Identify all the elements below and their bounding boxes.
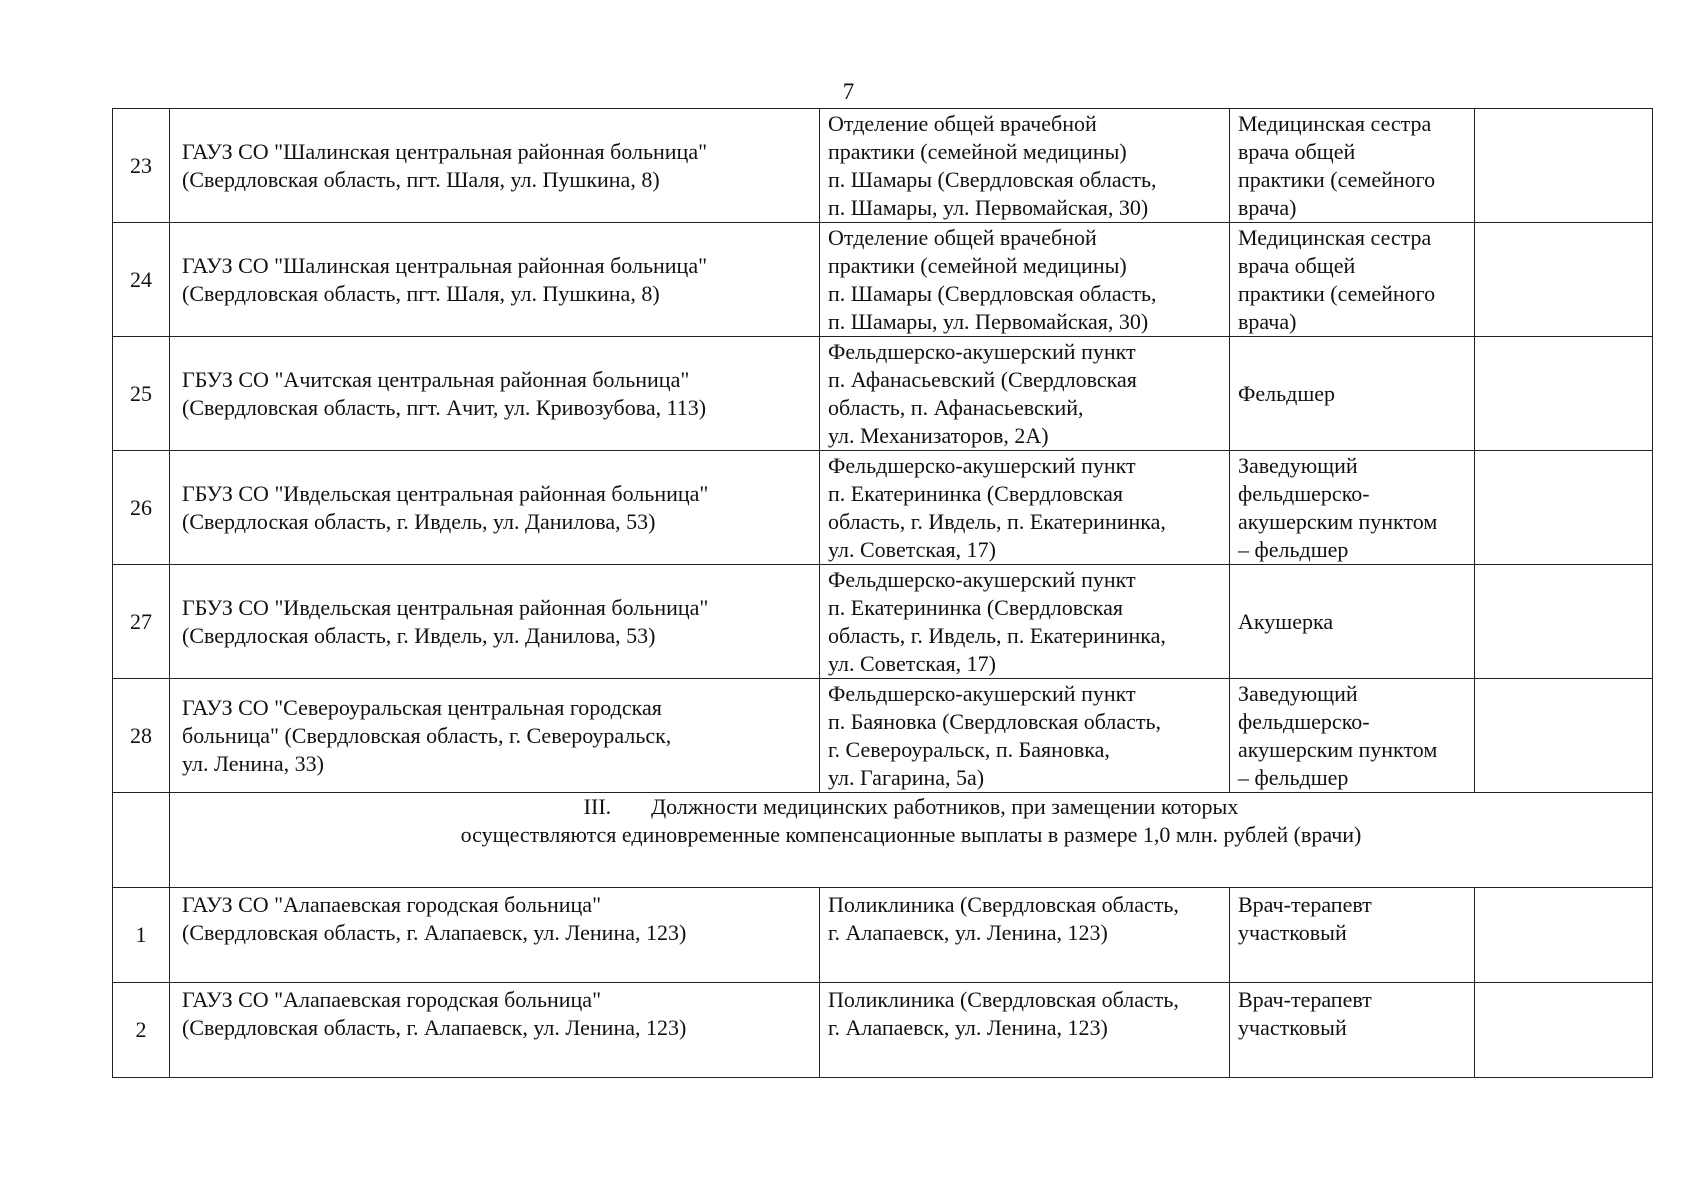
cell-text-line: п. Афанасьевский (Свердловская (828, 366, 1137, 392)
section-title-text: Должности медицинских работников, при замещении которых (651, 794, 1239, 819)
cell-text-line: участковый (1238, 920, 1347, 945)
table-body (113, 109, 1653, 1078)
organization-cell (170, 888, 820, 983)
cell-text-line: (Свердловская область, г. Алапаевск, ул. Ленина, 123) (182, 1015, 687, 1040)
position-cell (1230, 888, 1475, 983)
cell-text-line: ГБУЗ СО "Ивдельская центральная районная больница" (182, 480, 709, 506)
cell-text-line: п. Шамары, ул. Первомайская, 30) (828, 308, 1149, 334)
cell-text-line: акушерским пунктом (1238, 508, 1438, 534)
cell-text-line: практики (семейной медицины) (828, 138, 1127, 164)
empty-cell (1475, 451, 1653, 565)
empty-cell (1475, 565, 1653, 679)
cell-text-line: Акушерка (1238, 608, 1334, 634)
position-cell (1230, 983, 1475, 1078)
cell-text-line: ГАУЗ СО "Шалинская центральная районная больница" (182, 138, 708, 164)
cell-text-line: практики (семейного (1238, 280, 1436, 306)
cell-text-line: Отделение общей врачебной (828, 224, 1097, 250)
positions-table (112, 108, 1653, 1078)
organization-cell (170, 679, 820, 793)
cell-text-line: врача общей (1238, 252, 1356, 278)
row-number: 25 (113, 337, 170, 451)
cell-text-line: Фельдшер (1238, 380, 1336, 406)
cell-text-line: врача общей (1238, 138, 1356, 164)
cell-text-line: п. Шамары (Свердловская область, (828, 280, 1157, 306)
cell-text-line: – фельдшер (1238, 764, 1349, 790)
organization-cell (170, 109, 820, 223)
position-cell (1230, 109, 1475, 223)
position-cell (1230, 565, 1475, 679)
cell-text-line: область, г. Ивдель, п. Екатерининка, (828, 622, 1166, 648)
cell-text-line: (Свердлоская область, г. Ивдель, ул. Данилова, 53) (182, 622, 656, 648)
organization-cell (170, 451, 820, 565)
empty-cell (1475, 337, 1653, 451)
cell-text-line: область, п. Афанасьевский, (828, 394, 1084, 420)
cell-text-line: Фельдшерско-акушерский пункт (828, 680, 1136, 706)
table-row (113, 679, 1653, 793)
cell-text-line: участковый (1238, 1015, 1347, 1040)
organization-cell (170, 337, 820, 451)
cell-text-line: область, г. Ивдель, п. Екатерининка, (828, 508, 1166, 534)
position-cell (1230, 223, 1475, 337)
position-cell (1230, 337, 1475, 451)
row-number: 2 (113, 983, 170, 1078)
unit-address-cell (820, 888, 1230, 983)
page-number: 7 (842, 79, 855, 104)
empty-cell (1475, 983, 1653, 1078)
row-number: 24 (113, 223, 170, 337)
cell-text-line: п. Баяновка (Свердловская область, (828, 708, 1162, 734)
cell-text-line: ул. Механизаторов, 2А) (828, 422, 1049, 448)
cell-text-line: практики (семейного (1238, 166, 1436, 192)
row-number: 28 (113, 679, 170, 793)
cell-text-line: акушерским пунктом (1238, 736, 1438, 762)
cell-text-line: ГАУЗ СО "Алапаевская городская больница" (182, 987, 602, 1012)
cell-text-line: больница" (Свердловская область, г. Североуральск, (182, 722, 672, 748)
cell-text-line: Медицинская сестра (1238, 110, 1432, 136)
row-number: 1 (113, 888, 170, 983)
unit-address-cell (820, 679, 1230, 793)
row-number: 26 (113, 451, 170, 565)
row-number: 23 (113, 109, 170, 223)
cell-text-line: п. Шамары, ул. Первомайская, 30) (828, 194, 1149, 220)
cell-text-line: ул. Советская, 17) (828, 536, 996, 562)
organization-cell (170, 223, 820, 337)
cell-text-line: врача) (1238, 194, 1297, 220)
cell-text-line: ГБУЗ СО "Ачитская центральная районная больница" (182, 366, 690, 392)
section-title (170, 793, 1653, 888)
cell-text-line: – фельдшер (1238, 536, 1349, 562)
table-row (113, 109, 1653, 223)
cell-text-line: (Свердловская область, г. Алапаевск, ул. Ленина, 123) (182, 920, 687, 945)
table-row (113, 888, 1653, 983)
cell-text-line: Заведующий (1238, 680, 1358, 706)
cell-text-line: (Свердловская область, пгт. Шаля, ул. Пушкина, 8) (182, 280, 660, 306)
section-title-line (180, 793, 1642, 821)
cell-text-line: п. Екатерининка (Свердловская (828, 594, 1124, 620)
empty-cell (113, 793, 170, 888)
cell-text-line: Врач-терапевт (1238, 892, 1372, 917)
cell-text-line: практики (семейной медицины) (828, 252, 1127, 278)
section-roman-numeral: III. (583, 794, 612, 819)
cell-text-line: (Свердлоская область, г. Ивдель, ул. Данилова, 53) (182, 508, 656, 534)
table-row (113, 451, 1653, 565)
unit-address-cell (820, 223, 1230, 337)
cell-text-line: п. Екатерининка (Свердловская (828, 480, 1124, 506)
cell-text-line: г. Алапаевск, ул. Ленина, 123) (828, 920, 1108, 945)
position-cell (1230, 451, 1475, 565)
table-row (113, 983, 1653, 1078)
cell-text-line: (Свердловская область, пгт. Ачит, ул. Кривозубова, 113) (182, 394, 707, 420)
empty-cell (1475, 109, 1653, 223)
row-number: 27 (113, 565, 170, 679)
table-row (113, 565, 1653, 679)
table-row (113, 337, 1653, 451)
table-row (113, 223, 1653, 337)
organization-cell (170, 983, 820, 1078)
cell-text-line: ГАУЗ СО "Североуральская центральная городская (182, 694, 662, 720)
position-cell (1230, 679, 1475, 793)
unit-address-cell (820, 337, 1230, 451)
cell-text-line: Заведующий (1238, 452, 1358, 478)
empty-cell (1475, 888, 1653, 983)
organization-cell (170, 565, 820, 679)
cell-text-line: ул. Советская, 17) (828, 650, 996, 676)
unit-address-cell (820, 565, 1230, 679)
cell-text-line: г. Алапаевск, ул. Ленина, 123) (828, 1015, 1108, 1040)
cell-text-line: Поликлиника (Свердловская область, (828, 987, 1179, 1012)
unit-address-cell (820, 109, 1230, 223)
empty-cell (1475, 223, 1653, 337)
cell-text-line: Фельдшерско-акушерский пункт (828, 452, 1136, 478)
cell-text-line: (Свердловская область, пгт. Шаля, ул. Пушкина, 8) (182, 166, 660, 192)
cell-text-line: г. Североуральск, п. Баяновка, (828, 736, 1110, 762)
cell-text-line: Медицинская сестра (1238, 224, 1432, 250)
cell-text-line: п. Шамары (Свердловская область, (828, 166, 1157, 192)
unit-address-cell (820, 983, 1230, 1078)
cell-text-line: ул. Ленина, 33) (182, 750, 324, 776)
cell-text-line: фельдшерско- (1238, 480, 1370, 506)
cell-text-line: Поликлиника (Свердловская область, (828, 892, 1179, 917)
cell-text-line: фельдшерско- (1238, 708, 1370, 734)
cell-text-line: ул. Гагарина, 5а) (828, 764, 985, 790)
cell-text-line: Врач-терапевт (1238, 987, 1372, 1012)
cell-text-line: Фельдшерско-акушерский пункт (828, 566, 1136, 592)
empty-cell (1475, 679, 1653, 793)
cell-text-line: ГАУЗ СО "Шалинская центральная районная больница" (182, 252, 708, 278)
cell-text-line: ГАУЗ СО "Алапаевская городская больница" (182, 892, 602, 917)
cell-text-line: Отделение общей врачебной (828, 110, 1097, 136)
cell-text-line: врача) (1238, 308, 1297, 334)
cell-text-line: ГБУЗ СО "Ивдельская центральная районная больница" (182, 594, 709, 620)
section-title-line: осуществляются единовременные компенсационные выплаты в размере 1,0 млн. рублей (врачи) (460, 822, 1362, 847)
cell-text-line: Фельдшерско-акушерский пункт (828, 338, 1136, 364)
section-header-row (113, 793, 1653, 888)
unit-address-cell (820, 451, 1230, 565)
